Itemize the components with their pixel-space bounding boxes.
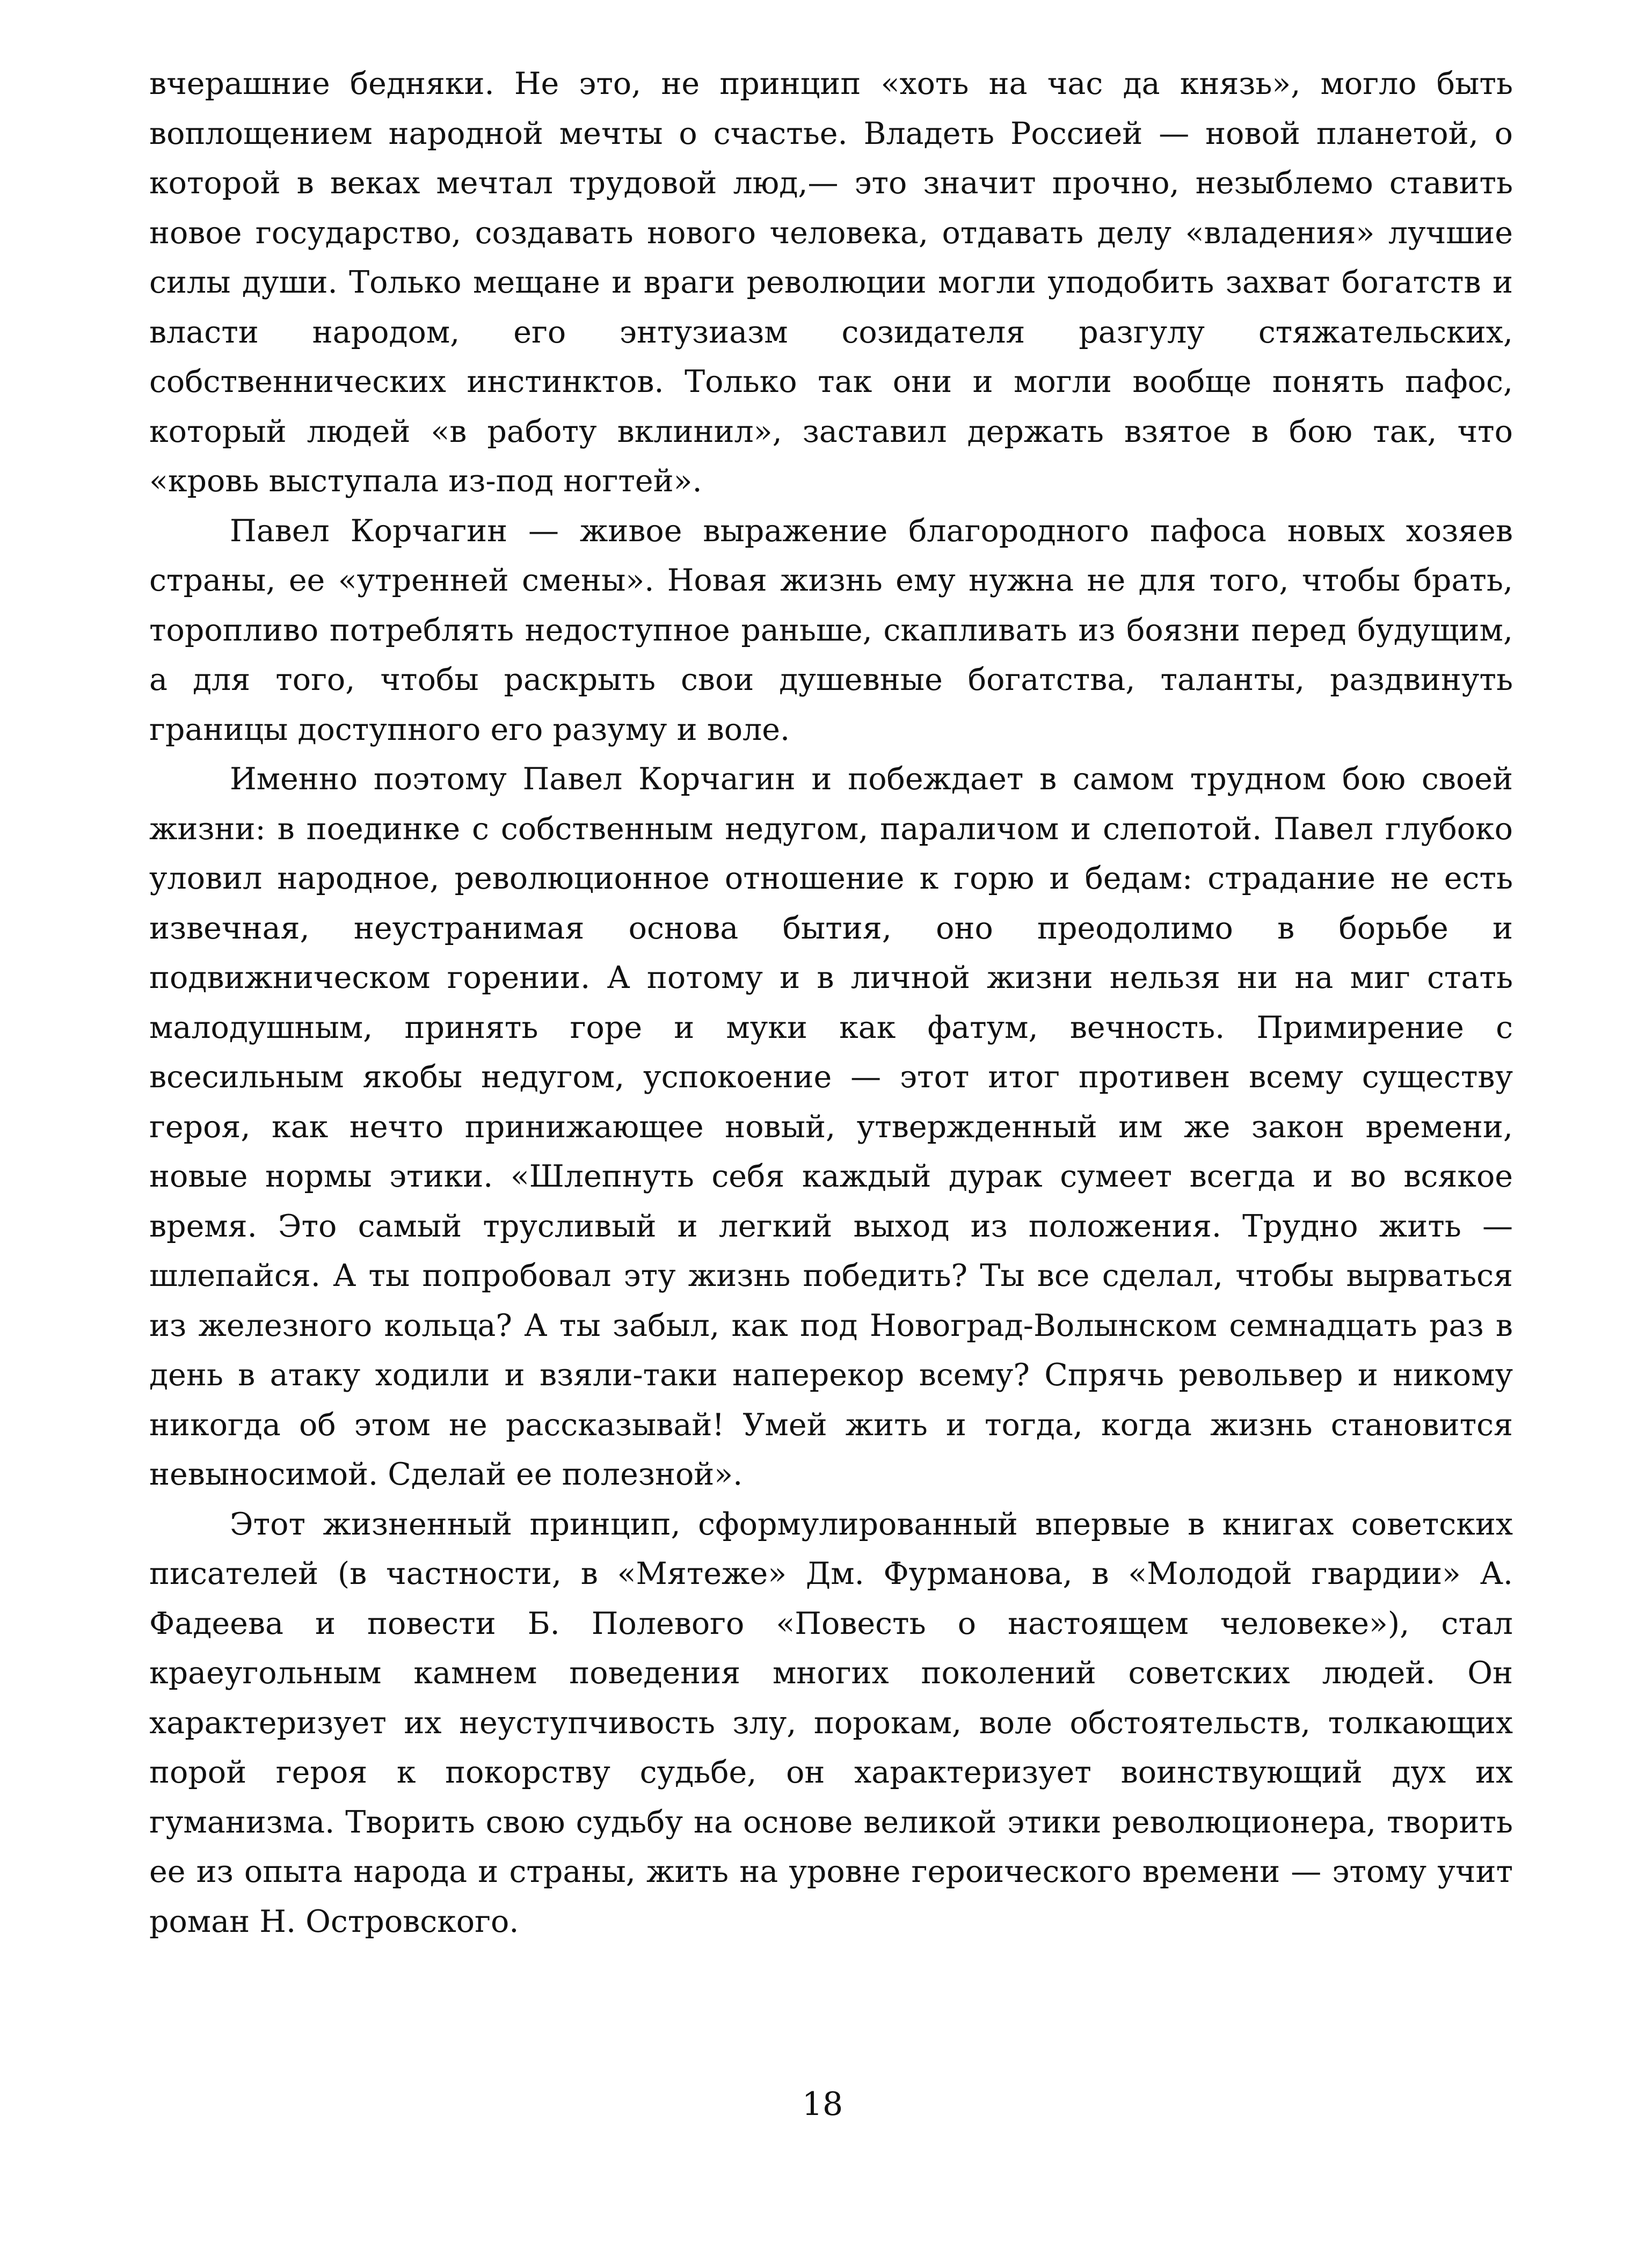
paragraph-hardest-battle: Именно поэтому Павел Корчагин и побеждает в самом трудном бою своей жизни: в поединке с собственным недугом, параличом и слепотой. Павел глубоко уловил народное, революционное отношение к горю и бедам: страдание не есть извечная, неустранимая основа бытия, оно преодолимо в борьбе и подвижническом горении. А потому и в личной жизни нельзя ни на миг стать малодушным, принять горе и муки как фатум, вечность. Примирение с всесильным якобы недугом, успокоение — этот итог противен всему существу героя, как нечто принижающее новый, утвержденный им же закон времени, новые нормы этики. «Шлепнуть себя каждый дурак сумеет всегда и во всякое время. Это самый трусливый и легкий выход из положения. Трудно жить — шлепайся. А ты попробовал эту жизнь победить? Ты все сделал, чтобы вырваться из железного кольца? А ты забыл, как под Новоград-Волынском семнадцать раз в день в атаку ходили и взяли-таки наперекор всему? Спрячь револьвер и никому никогда об этом не рассказывай! Умей жить и тогда, когда жизнь становится невыносимой. Сделай ее полезной». [149, 761, 1513, 1492]
paragraph-life-principle: Этот жизненный принцип, сформулированный впервые в книгах советских писателей (в частности, в «Мятеже» Дм. Фурманова, в «Молодой гвардии» А. Фадеева и повести Б. Полевого «Повесть о настоящем человеке»), стал краеугольным камнем поведения многих поколений советских людей. Он характеризует их неуступчивость злу, порокам, воле обстоятельств, толкающих порой героя к покорству судьбе, он характеризует воинствующий дух их гуманизма. Творить свою судьбу на основе великой этики революционера, творить ее из опыта народа и страны, жить на уровне героического времени — этому учит роман Н. Островского. [149, 1506, 1513, 1939]
page-number: 18 [802, 2085, 843, 2123]
paragraph-korchagin-expression: Павел Корчагин — живое выражение благородного пафоса новых хозяев страны, ее «утренней смены». Новая жизнь ему нужна не для того, чтобы брать, торопливо потреблять недоступное раньше, скапливать из боязни перед будущим, а для того, чтобы раскрыть свои душевные богатства, таланты, раздвинуть границы доступного его разуму и воле. [149, 513, 1513, 747]
paragraph-continuation: вчерашние бедняки. Не это, не принцип «хоть на час да князь», могло быть воплощением народной мечты о счастье. Владеть Россией — новой планетой, о которой в веках мечтал трудовой люд,— это значит прочно, незыблемо ставить новое государство, создавать нового человека, отдавать делу «владения» лучшие силы души. Только мещане и враги революции могли уподобить захват богатств и власти народом, его энтузиазм созидателя разгулу стяжательских, собственнических инстинктов. Только так они и могли вообще понять пафос, который людей «в работу вклинил», заставил держать взятое в бою так, что «кровь выступала из-под ногтей». [149, 66, 1513, 499]
body-text [149, 59, 1513, 1946]
